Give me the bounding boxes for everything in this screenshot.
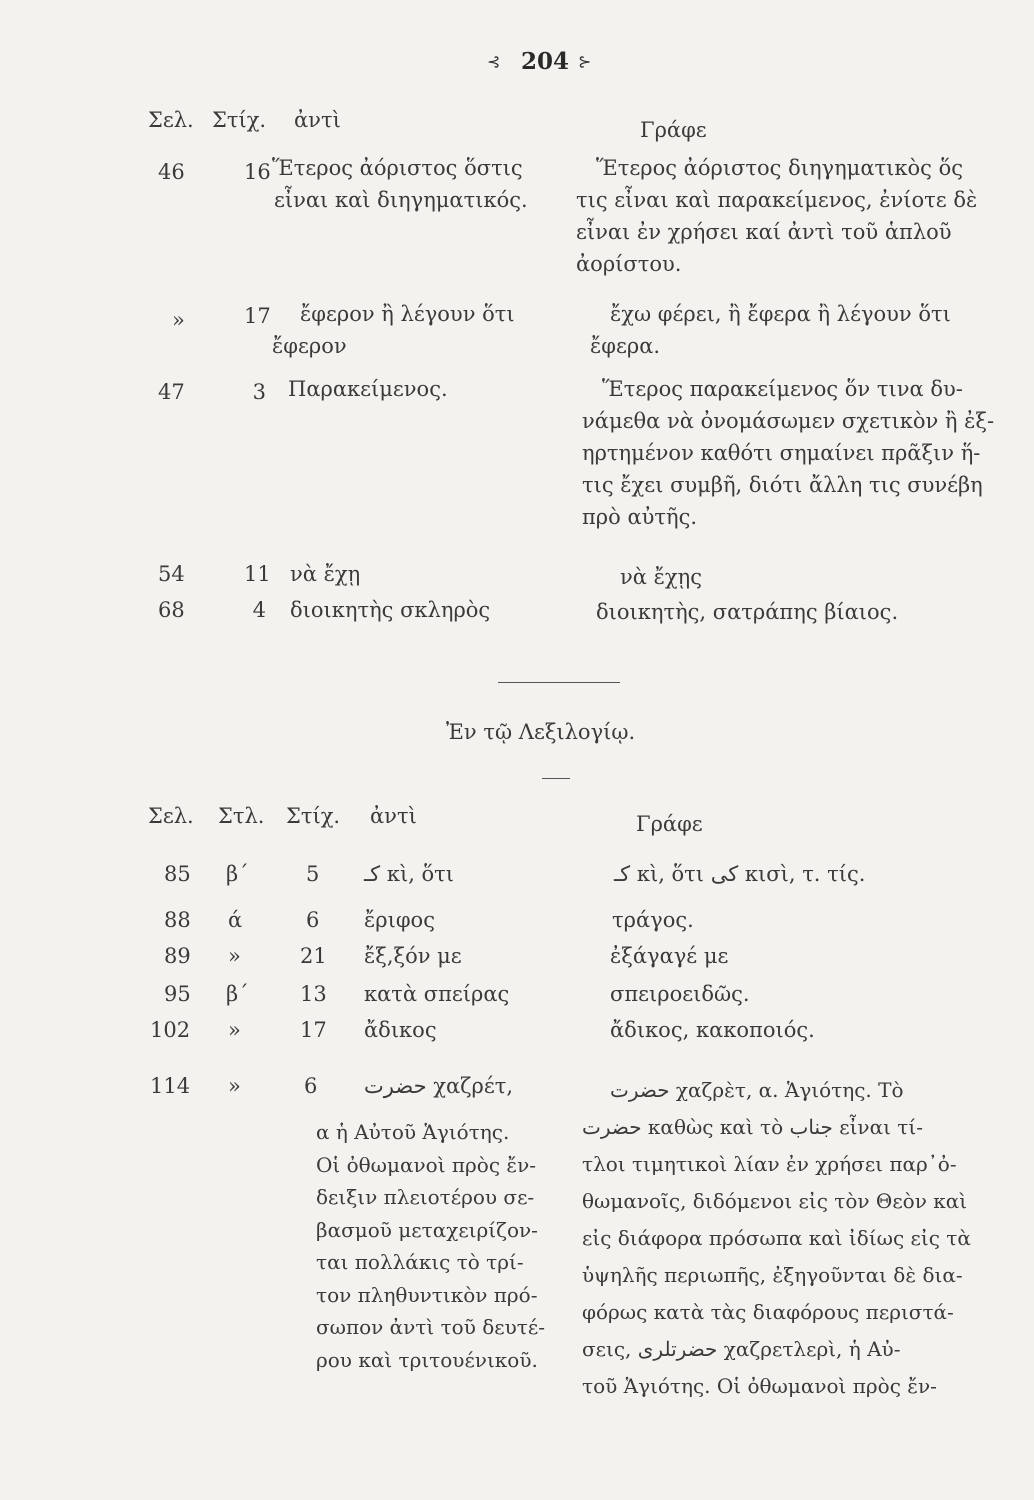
entry-col: » [228,1018,241,1042]
entry-correct: σπειροειδῶς. [610,982,750,1006]
correct-text-line: ηρτημένον καθότι σημαίνει πρᾶξιν ἥ- [582,441,981,465]
ornament-left: ⊰ [487,52,501,71]
entry-wrong-heading: حضرت χαζρέτ, [364,1074,514,1098]
correct-text-line: ἔχω φέρει, ἢ ἔφερα ἢ λέγουν ὅτι [610,302,951,326]
entry-page: 85 [164,862,191,886]
entry-wrong: كـ κὶ, ὅτι [364,862,455,886]
correct-text-line: σεις, حضرتلرى χαζρετλερὶ, ἡ Αὐ- [582,1337,901,1361]
correct-text-line: ἔφερα. [590,334,661,358]
wrong-text-line: βασμοῦ μεταχειρίζον- [316,1217,538,1242]
wrong-text-line: ρου καὶ τριτουένικοῦ. [316,1347,538,1372]
header-anti: ἀντὶ [294,108,341,132]
wrong-text-line: εἶναι καὶ διηγηματικός. [274,188,528,212]
correct-text-line: ἀορίστου. [576,252,682,276]
entry-wrong: ἔξ,ξόν με [364,944,462,968]
entry-correct: τράγος. [612,908,694,932]
wrong-text-line: α ἡ Αὐτοῦ Ἁγιότης. [316,1120,510,1144]
entry-line: 17 [244,304,271,328]
wrong-text-line: ἔφερον [272,334,347,358]
entry-line: 13 [300,982,327,1006]
correct-text-line: νάμεθα νὰ ὀνομάσωμεν σχετικὸν ἢ ἐξ- [582,409,995,433]
entry-page: 68 [158,598,185,622]
entry-page: 95 [164,982,191,1006]
correct-text-line: τλοι τιμητικοὶ λίαν ἐν χρήσει παρ᾽ὀ- [582,1152,957,1176]
header-sel: Σελ. [148,108,194,132]
entry-line: 4 [252,598,266,622]
correct-text-line: τις ἔχει συμβῆ, διότι ἄλλη τις συνέβη [582,473,983,497]
header-stil: Στλ. [218,804,265,828]
entry-wrong: ἔριφος [364,908,435,932]
correct-text-line: θωμανοῖς, διδόμενοι εἰς τὸν Θεὸν καὶ [582,1189,968,1213]
correct-text-line: Ἕτερος παρακείμενος ὅν τινα δυ- [602,377,963,401]
wrong-text-line: Οἱ ὀθωμανοὶ πρὸς ἔν- [316,1152,537,1177]
correct-text-line: τοῦ Ἁγιότης. Οἱ ὀθωμανοὶ πρὸς ἔν- [582,1374,937,1398]
entry-wrong-note [316,1116,545,1376]
header-stich: Στίχ. [286,804,341,828]
correct-text-line: πρὸ αὐτῆς. [582,505,698,529]
header-grafe: Γράφε [636,812,703,836]
entry-line: 6 [304,1074,318,1098]
wrong-text-line: Ἕτερος ἀόριστος ὅστις [272,156,523,180]
wrong-text-line: ται πολλάκις τὸ τρί- [316,1250,524,1274]
entry-col: » [228,1074,241,1098]
entry-correct: ἐξάγαγέ με [610,944,729,968]
title-underline [542,778,570,779]
entry-page: 89 [164,944,191,968]
section-divider [498,682,620,683]
header-sel: Σελ. [148,804,194,828]
entry-wrong: διοικητὴς σκληρὸς [290,598,491,622]
wrong-text-line: ἔφερον ἢ λέγουν ὅτι [300,302,515,326]
correct-text-line: ὑψηλῆς περιωπῆς, ἐξηγοῦνται δὲ δια- [582,1263,963,1287]
entry-col: » [228,944,241,968]
header-stich: Στίχ. [212,108,267,132]
entry-page: 88 [164,908,191,932]
correct-text-line: εἶναι ἐν χρήσει καί ἀντὶ τοῦ ἁπλοῦ [576,220,952,244]
correct-text-line: حضرت καθὼς καὶ τὸ جناب εἶναι τί- [582,1115,923,1139]
entry-line: 16 [244,160,271,184]
entry-correct: νὰ ἔχῃς [620,565,702,589]
entry-correct: كـ κὶ, ὅτι كى κισὶ, τ. τίς. [614,862,866,886]
wrong-text-line: σωπον ἀντὶ τοῦ δευτέ- [316,1315,545,1339]
entry-line: 3 [252,380,266,404]
entry-page: 46 [158,160,185,184]
entry-page: 114 [150,1074,191,1098]
entry-line: 5 [306,862,320,886]
entry-line: 6 [306,908,320,932]
entry-col: β΄ [226,982,249,1006]
header-anti: ἀντὶ [370,804,417,828]
correct-text-line: φόρως κατὰ τὰς διαφόρους περιστά- [582,1300,954,1324]
entry-page: 102 [150,1018,191,1042]
entry-wrong: κατὰ σπείρας [364,982,510,1006]
correct-text-line: Ἕτερος ἀόριστος διηγηματικὸς ὅς [596,156,963,180]
entry-wrong [272,298,515,362]
entry-page: 47 [158,380,185,404]
entry-col: β΄ [226,862,249,886]
ornament-right: ⊱ [578,52,592,71]
entry-correct: ἄδικος, κακοποιός. [610,1018,815,1042]
entry-wrong: ἄδικος [364,1018,437,1042]
correct-text-line: τις εἶναι καὶ παρακείμενος, ἐνίοτε δὲ [576,188,978,212]
wrong-text-line: δειξιν πλειοτέρου σε- [316,1185,535,1209]
page-number: 204 [521,48,570,75]
entry-correct-note [582,1072,971,1405]
entry-wrong [272,152,528,216]
entry-correct: διοικητὴς, σατράπης βίαιος. [596,600,899,624]
correct-text-line: εἰς διάφορα πρόσωπα καὶ ἰδίως εἰς τὰ [582,1226,971,1250]
entry-correct [582,373,995,533]
entry-line: 11 [244,562,271,586]
wrong-text-line: τον πληθυντικὸν πρό- [316,1282,538,1307]
wrong-text-line: Παρακείμενος. [288,377,448,401]
entry-correct [576,152,978,280]
entry-page: » [172,308,185,332]
section-title: Ἐν τῷ Λεξιλογίῳ. [446,720,636,744]
correct-text-line: حضرت χαζρὲτ, α. Ἁγιότης. Τὸ [610,1078,904,1102]
entry-line: 21 [300,944,327,968]
entry-col: ά [228,908,243,932]
entry-correct [590,298,951,362]
entry-wrong [288,373,448,405]
entry-page: 54 [158,562,185,586]
entry-wrong: νὰ ἔχῃ [290,562,361,586]
header-grafe: Γράφε [640,118,707,142]
entry-line: 17 [300,1018,327,1042]
